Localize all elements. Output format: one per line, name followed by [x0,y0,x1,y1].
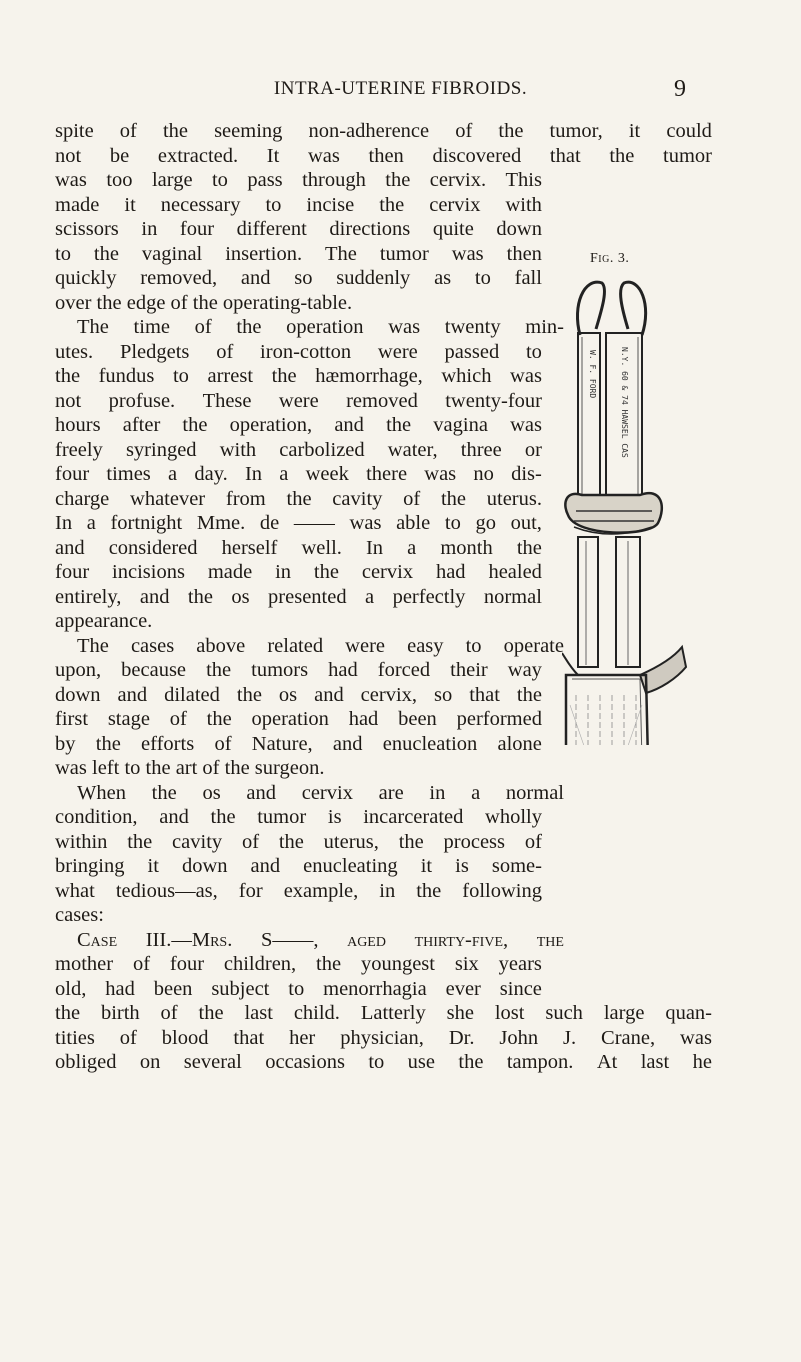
figure-label: Fig. 3. [590,251,630,266]
text-line: The time of the operation was twenty min- [77,316,564,338]
text-line: made it necessary to incise the cervix with [55,193,542,216]
text-line: not profuse. These were removed twenty-four [55,389,542,412]
text-line: obliged on several occasions to use the tampon. At last he [55,1051,712,1073]
text-line: In a fortnight Mme. de —— was able to go out, [55,512,542,534]
text-line: over the edge of the operating-table. [55,291,353,314]
text-line: to the vaginal insertion. The tumor was then [55,242,542,265]
text-line: utes. Pledgets of iron-cotton were passed to [55,340,542,363]
text-line: not be extracted. It was then discovered that the tumor [55,144,712,167]
text-line: Case III.—Mrs. S——, aged thirty-five, the [77,928,564,951]
text-line: by the efforts of Nature, and enucleation alone [55,732,542,755]
text-line: four times a day. In a week there was no dis- [55,463,542,485]
page-header [0,78,801,108]
text-line: tities of blood that her physician, Dr. John J. Crane, was [55,1026,712,1049]
text-line: spite of the seeming non-adherence of the tumor, it could [55,120,712,142]
text-line: upon, because the tumors had forced their way [55,659,542,681]
text-line: and considered herself well. In a month the [55,536,542,559]
maker-mark-ford: W. F. FORD [588,350,597,399]
text-line: was left to the art of the surgeon. [55,757,325,779]
text-line: freely syringed with carbolized water, three or [55,438,542,461]
running-head: INTRA-UTERINE FIBROIDS. [273,78,528,99]
text-line: mother of four children, the youngest six years [55,953,542,975]
body-text [55,119,712,1075]
text-line: cases: [55,904,104,926]
text-line: The cases above related were easy to operate [77,634,564,657]
text-line: When the os and cervix are in a normal [77,781,564,804]
text-line: quickly removed, and so suddenly as to fall [55,267,542,289]
text-line: four incisions made in the cervix had healed [55,561,542,583]
maker-mark-tiemann: N.Y. 60 & 74 HAWSEL CAS [620,347,629,458]
text-line: appearance. [55,610,153,632]
text-line: old, had been subject to menorrhagia ever since [55,977,542,1000]
text-line: scissors in four different directions quite down [55,218,542,240]
text-line: was too large to pass through the cervix. This [55,169,542,191]
text-line: entirely, and the os presented a perfectly normal [55,585,542,608]
text-line: the fundus to arrest the hæmorrhage, which was [55,365,542,387]
text-line: hours after the operation, and the vagina was [55,414,542,436]
text-line: bringing it down and enucleating it is some- [55,855,542,877]
text-line: the birth of the last child. Latterly she lost such large quan- [55,1002,712,1024]
page-number: 9 [674,76,686,102]
text-line: condition, and the tumor is incarcerated wholly [55,806,542,828]
text-line: charge whatever from the cavity of the uterus. [55,487,542,510]
text-line: down and dilated the os and cervix, so that the [55,683,542,706]
case-heading-line [55,928,564,953]
text-line: first stage of the operation had been performed [55,708,542,730]
text-line: within the cavity of the uterus, the process of [55,830,542,853]
text-line: what tedious—as, for example, in the following [55,879,542,902]
